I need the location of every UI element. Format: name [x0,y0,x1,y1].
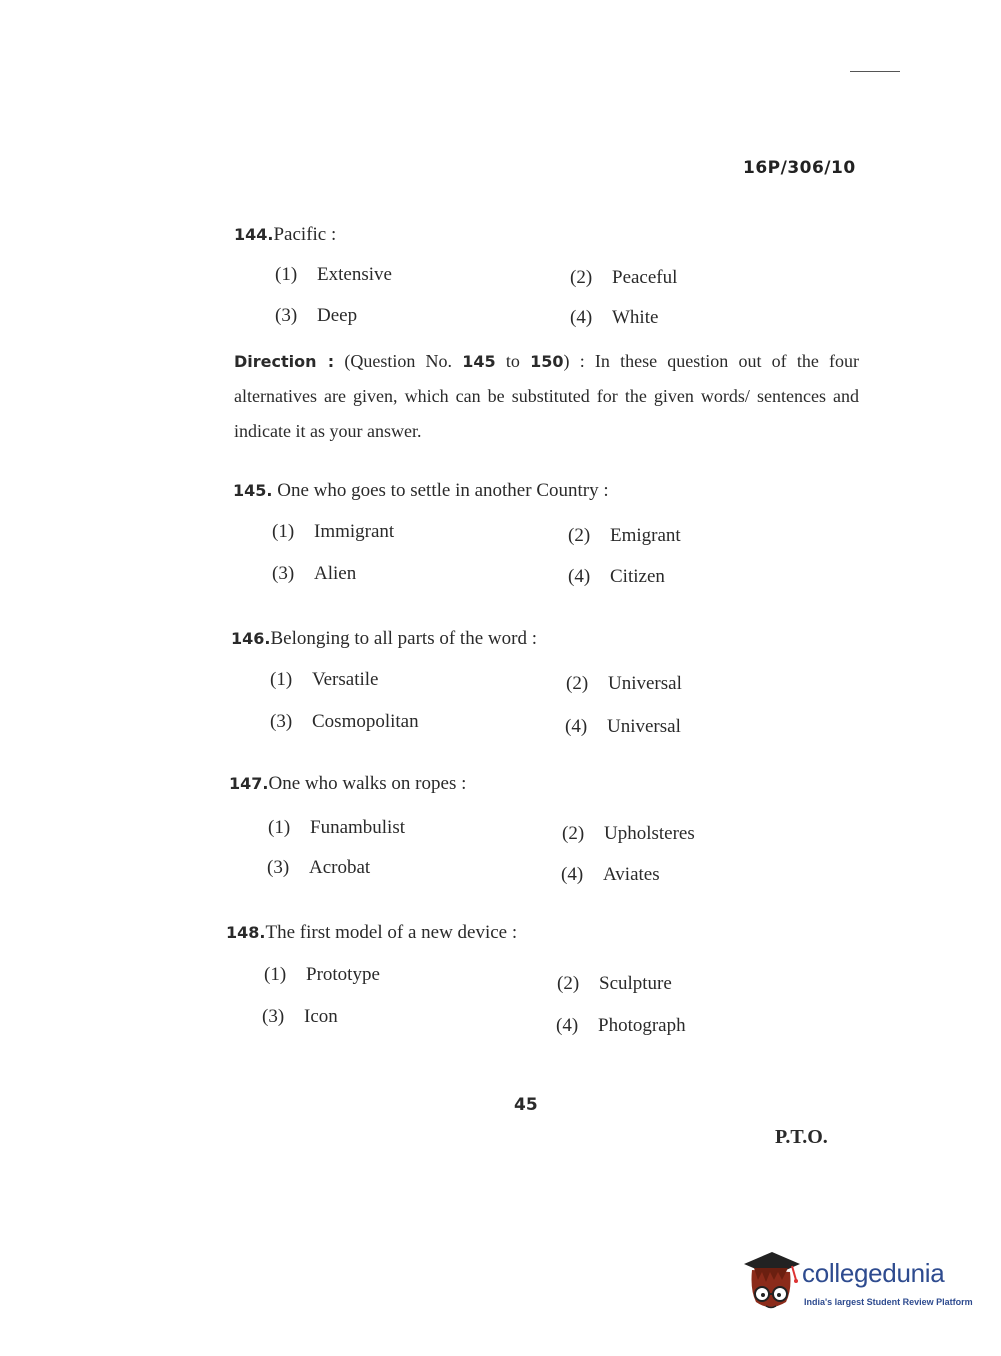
question-stem [226,922,517,944]
option-3: (3) Deep [275,305,358,326]
direction-label: Direction : [234,352,335,371]
option-3: (3) Alien [272,563,357,584]
page-number: 45 [514,1095,538,1115]
option-4: (4) Photograph [556,1015,686,1036]
pto-label: P.T.O. [775,1126,828,1148]
option-1: (1) Immigrant [272,521,395,542]
question-text: Pacific : [273,224,337,245]
option-3: (3) Acrobat [267,857,371,878]
question-number: 144. [234,225,274,244]
question-stem [233,480,609,502]
option-3: (3) Cosmopolitan [270,711,419,732]
option-2: (2) Upholsteres [562,823,695,844]
option-2: (2) Peaceful [570,267,678,288]
option-4: (4) White [570,307,659,328]
logo-tagline: India's largest Student Review Platform [804,1297,973,1307]
option-2: (2) Universal [566,673,682,694]
question-stem [234,224,336,246]
option-3: (3) Icon [262,1006,338,1027]
direction-paragraph: Direction : (Question No. 145 to 150) : In these question out of the four alternatives are given, which can be substituted for the given words/ sentences and indicate it as your answer. [234,351,860,441]
mascot-icon [742,1250,802,1320]
question-stem [231,628,537,650]
question-number: 146. [231,629,271,648]
option-2: (2) Emigrant [568,525,681,546]
paper-code: 16P/306/10 [743,158,856,178]
question-text: One who goes to settle in another Country : [277,480,609,501]
option-4: (4) Aviates [561,864,660,885]
question-number: 145. [233,481,273,500]
option-4: (4) Citizen [568,566,665,587]
logo-name: collegedunia [802,1258,945,1288]
collegedunia-logo [742,1250,972,1320]
option-2: (2) Sculpture [557,973,672,994]
option-1: (1) Versatile [270,669,379,690]
option-1: (1) Funambulist [268,817,406,838]
question-stem [229,773,466,795]
option-1: (1) Prototype [264,964,380,985]
question-text: One who walks on ropes : [268,773,467,794]
question-text: Belonging to all parts of the word : [270,628,537,649]
question-text: The first model of a new device : [265,922,518,943]
option-4: (4) Universal [565,716,681,737]
question-number: 147. [229,774,269,793]
top-rule [850,71,900,72]
question-number: 148. [226,923,266,942]
option-1: (1) Extensive [275,264,392,285]
